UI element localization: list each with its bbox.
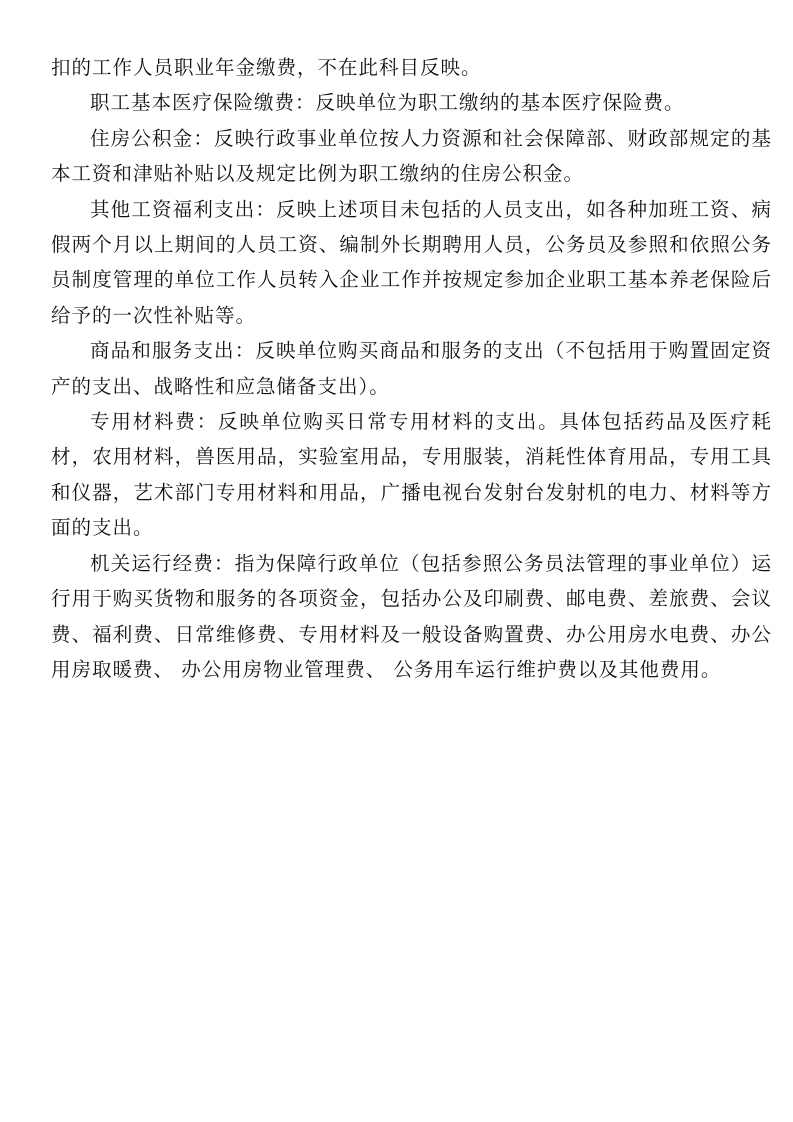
document-body bbox=[51, 50, 772, 687]
paragraph-medical-insurance: 职工基本医疗保险缴费：反映单位为职工缴纳的基本医疗保险费。 bbox=[90, 91, 685, 115]
paragraph-goods-services: 商品和服务支出：反映单位购买商品和服务的支出（不包括用于购置固定资产的支出、战略性和应急储备支出）。 bbox=[51, 339, 772, 398]
paragraph-other-welfare: 其他工资福利支出：反映上述项目未包括的人员支出，如各种加班工资、病假两个月以上期间的人员工资、编制外长期聘用人员，公务员及参照和依照公务员制度管理的单位工作人员转入企业工作并按规定参加企业职工基本养老保险后给予的一次性补贴等。 bbox=[51, 197, 772, 327]
paragraph-continuation: 扣的工作人员职业年金缴费，不在此科目反映。 bbox=[51, 56, 482, 79]
paragraph-operating-expenses: 机关运行经费：指为保障行政单位（包括参照公务员法管理的事业单位）运行用于购买货物和服务的各项资金，包括办公及印刷费、邮电费、差旅费、会议费、福利费、日常维修费、专用材料及一般设备购置费、办公用房水电费、办公用房取暖费、 办公用房物业管理费、 公务用车运行维护费以及其他费用。 bbox=[51, 551, 772, 681]
paragraph-housing-fund: 住房公积金：反映行政事业单位按人力资源和社会保障部、财政部规定的基本工资和津贴补贴以及规定比例为职工缴纳的住房公积金。 bbox=[51, 126, 772, 186]
paragraph-special-materials: 专用材料费：反映单位购买日常专用材料的支出。具体包括药品及医疗耗材，农用材料，兽医用品，实验室用品，专用服装，消耗性体育用品，专用工具和仪器，艺术部门专用材料和用品，广播电视台发射台发射机的电力、材料等方面的支出。 bbox=[51, 410, 772, 540]
